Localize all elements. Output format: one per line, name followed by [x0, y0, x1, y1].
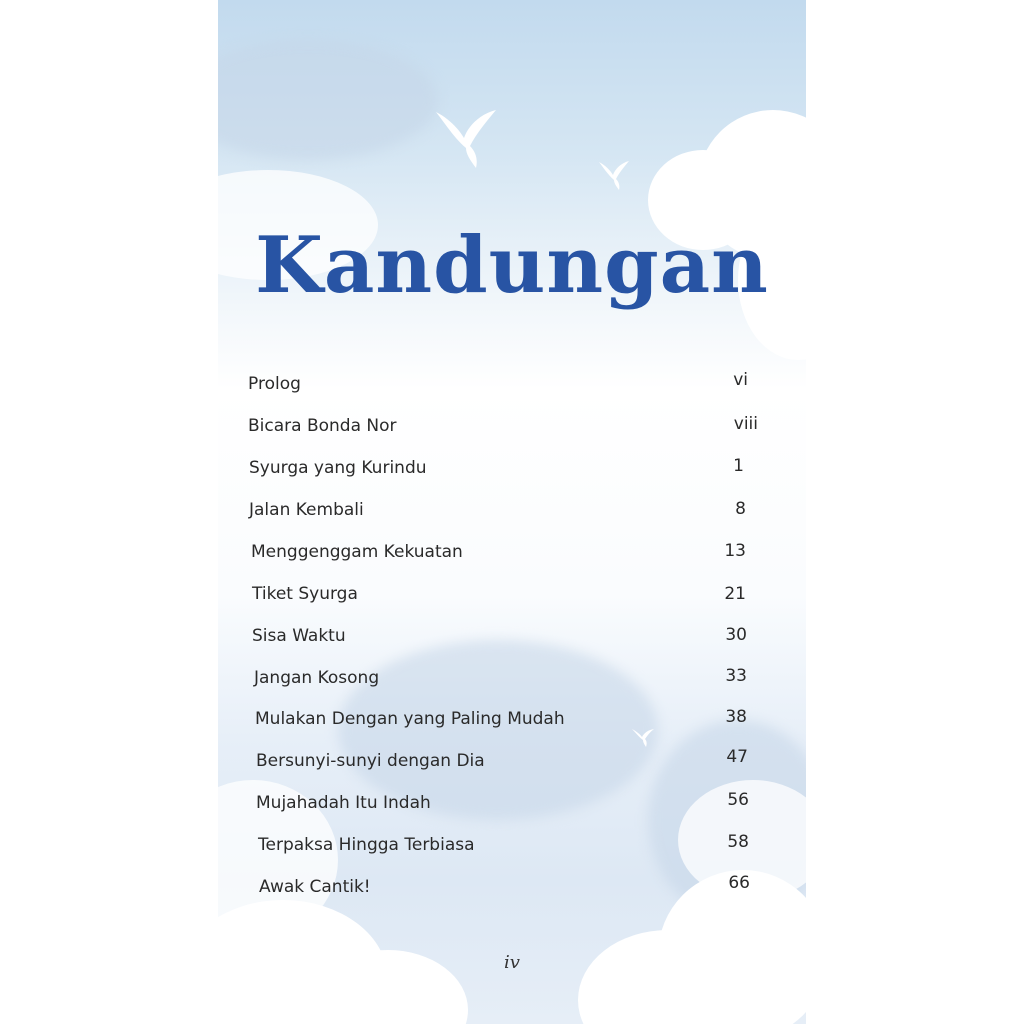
- toc-row[interactable]: [248, 370, 748, 404]
- toc-row[interactable]: [251, 542, 751, 572]
- toc-row[interactable]: [259, 873, 759, 907]
- toc-page: viii: [733, 414, 758, 434]
- toc-page: 66: [728, 873, 750, 893]
- toc-row[interactable]: [256, 790, 756, 823]
- toc-title: Bersunyi-sunyi dengan Dia: [256, 751, 485, 771]
- toc-row[interactable]: [252, 626, 752, 656]
- toc-page: 38: [725, 707, 747, 727]
- toc-title: Prolog: [248, 374, 301, 394]
- toc-row[interactable]: [249, 458, 749, 488]
- toc-title: Menggenggam Kekuatan: [251, 542, 463, 562]
- toc-page: 1: [733, 456, 744, 476]
- toc-title: Awak Cantik!: [259, 877, 371, 897]
- toc-row[interactable]: [256, 747, 756, 781]
- toc-page: 56: [727, 790, 749, 810]
- toc-page: 8: [735, 499, 746, 519]
- toc-row[interactable]: [249, 500, 749, 530]
- toc-page: 47: [726, 747, 748, 767]
- toc-title: Tiket Syurga: [252, 584, 358, 604]
- toc-page: 21: [724, 584, 746, 604]
- toc-page: 13: [724, 541, 746, 561]
- toc-title: Jalan Kembali: [249, 500, 364, 520]
- toc-row[interactable]: [258, 832, 758, 865]
- page-heading: Kandungan: [255, 220, 769, 311]
- toc-title: Bicara Bonda Nor: [248, 416, 397, 436]
- toc-page: 30: [725, 625, 747, 645]
- toc-page: 33: [725, 666, 747, 686]
- toc-title: Syurga yang Kurindu: [249, 458, 427, 478]
- toc-title: Sisa Waktu: [252, 626, 346, 646]
- toc-title: Jangan Kosong: [254, 668, 380, 688]
- toc-page: 58: [727, 832, 749, 852]
- toc-row[interactable]: [255, 709, 755, 739]
- toc-row[interactable]: [252, 584, 752, 614]
- toc-row[interactable]: [254, 668, 754, 698]
- toc-title: Mujahadah Itu Indah: [256, 793, 431, 813]
- table-of-contents: [218, 0, 806, 1024]
- toc-page: vi: [733, 370, 748, 390]
- toc-title: Mulakan Dengan yang Paling Mudah: [255, 709, 565, 729]
- book-page: [218, 0, 806, 1024]
- page-number: iv: [504, 952, 520, 973]
- toc-row[interactable]: [248, 414, 758, 446]
- toc-title: Terpaksa Hingga Terbiasa: [258, 835, 475, 855]
